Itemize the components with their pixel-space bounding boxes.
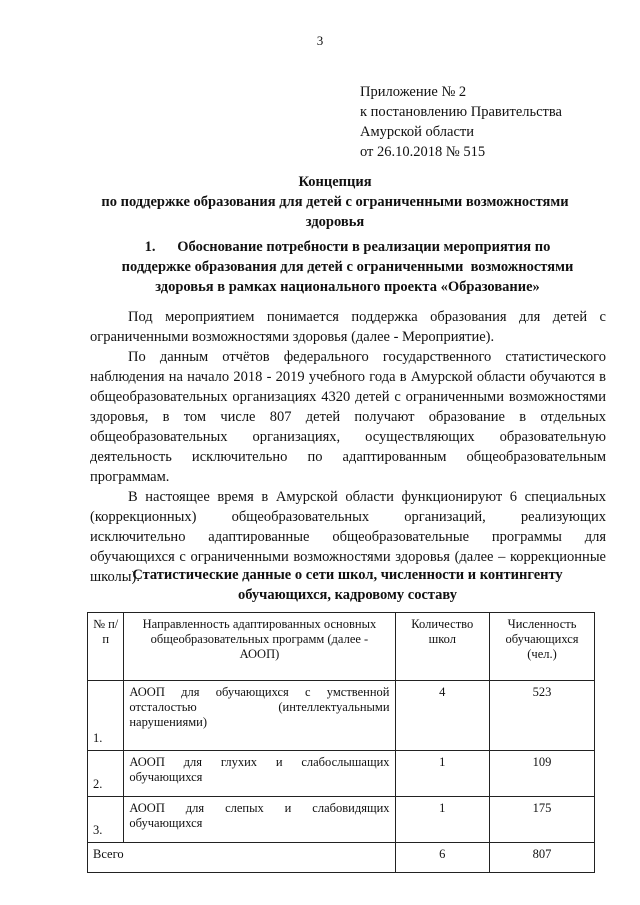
body-text [90, 307, 606, 587]
title-line: здоровья [305, 214, 365, 230]
paragraph: В настоящее время в Амурской области функционируют 6 специальных (коррекционных) общеобразовательных организаций, реализующих исключительно адаптированные общеобразовательные программы для обучающихся с ограниченными возможностями здоровья (далее – коррекционные школы). [90, 489, 606, 585]
header-number: № п/п [88, 613, 124, 681]
row-direction: АООП для слепых и слабовидящих обучающихся [124, 797, 395, 843]
paragraph: Под мероприятием понимается поддержка образования для детей с ограниченными возможностями здоровья (далее - Мероприятие). [90, 309, 606, 345]
appendix-line: к постановлению Правительства [360, 104, 562, 120]
row-schools: 1 [395, 797, 490, 843]
row-schools: 4 [395, 681, 490, 751]
header-direction: Направленность адаптированных основных общеобразовательных программ (далее - АООП) [124, 613, 395, 681]
row-students: 175 [490, 797, 595, 843]
table-header-row [88, 613, 595, 681]
row-students: 523 [490, 681, 595, 751]
heading-line: поддержке образования для детей с ограниченными возможностями [121, 259, 574, 275]
title-line: Концепция [298, 174, 372, 190]
appendix-reference [360, 82, 562, 162]
row-number: 1. [88, 681, 124, 751]
total-schools: 6 [395, 843, 490, 873]
row-number: 3. [88, 797, 124, 843]
paragraph: По данным отчётов федерального государственного статистического наблюдения на начало 2018 - 2019 учебного года в Амурской области обучаются в общеобразовательных организациях 4320 детей с ограниченными возможностями здоровья, в том числе 807 детей получают образование в отдельных общеобразовательных организациях, осуществляющих образовательную деятельность исключительно по адаптированным общеобразовательным программам. [90, 349, 606, 485]
total-students: 807 [490, 843, 595, 873]
heading-line: 1. Обоснование потребности в реализации мероприятия по [144, 239, 551, 255]
appendix-line: Приложение № 2 [360, 84, 467, 100]
row-direction: АООП для обучающихся с умственной отсталостью (интеллектуальными нарушениями) [124, 681, 395, 751]
appendix-line: Амурской области [360, 124, 474, 140]
section-heading [90, 237, 605, 297]
total-label: Всего [88, 843, 396, 873]
header-students: Численность обучающихся (чел.) [490, 613, 595, 681]
table-row [88, 751, 595, 797]
row-students: 109 [490, 751, 595, 797]
table-row [88, 797, 595, 843]
title-line: по поддержке образования для детей с ограниченными возможностями [101, 194, 569, 210]
statistics-table [87, 612, 595, 873]
table-total-row [88, 843, 595, 873]
table-title-line: Статистические данные о сети школ, численности и контингенту [132, 567, 563, 583]
document-title [70, 172, 600, 232]
row-schools: 1 [395, 751, 490, 797]
table-row [88, 681, 595, 751]
row-direction: АООП для глухих и слабослышащих обучающихся [124, 751, 395, 797]
table-title-line: обучающихся, кадровому составу [237, 587, 458, 603]
appendix-line: от 26.10.2018 № 515 [360, 144, 486, 160]
page-number: 3 [316, 33, 324, 48]
table-title [110, 565, 585, 605]
heading-line: здоровья в рамках национального проекта «Образование» [155, 279, 540, 295]
header-schools: Количество школ [395, 613, 490, 681]
row-number: 2. [88, 751, 124, 797]
